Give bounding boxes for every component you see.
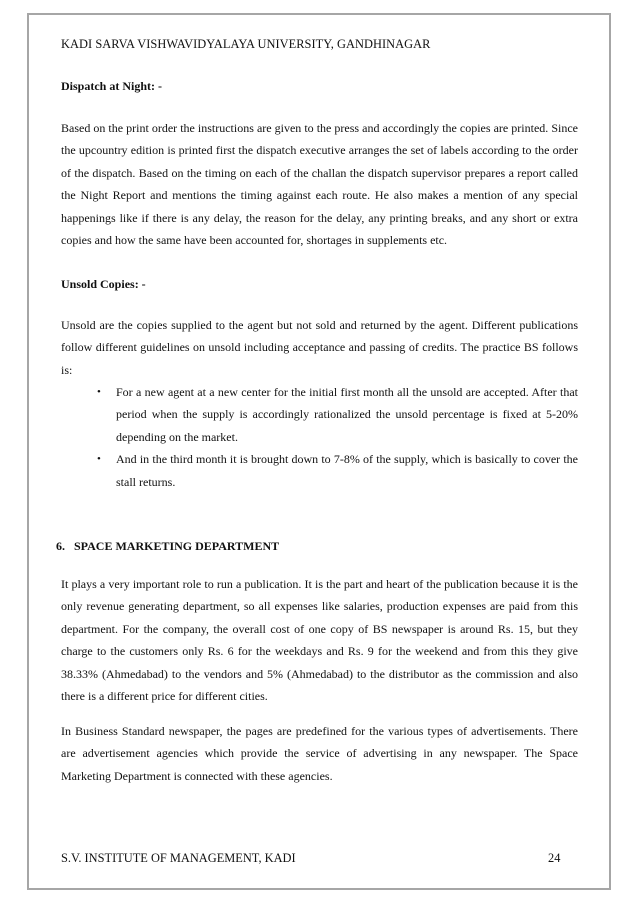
bullet-icon: • bbox=[97, 386, 101, 398]
bullet-item bbox=[61, 448, 578, 493]
bullet-icon: • bbox=[97, 453, 101, 466]
space-marketing-paragraph-1: It plays a very important role to run a publication. It is the part and heart of the publication because it is the only revenue generating department, so all expenses like salaries, production expenses are paid from this department. For the company, the overall cost of one copy of BS newspaper is around Rs. 15, but they charge to the customers only Rs. 6 for the weekdays and Rs. 9 for the weekend and from this they give 38.33% (Ahmedabad) to the vendors and 5% (Ahmedabad) to the distributor as the commission and also there is a different price for different cities. bbox=[61, 577, 578, 704]
space-marketing-heading bbox=[56, 539, 279, 554]
dispatch-paragraph: Based on the print order the instructions are given to the press and accordingly the copies are printed. Since the upcountry edition is printed first the dispatch executive arranges the set of labels according to the order of the dispatch. Based on the timing on each of the challan the dispatch supervisor prepares a report called the Night Report and mentions the timing against each route. He also makes a mention of any special happenings like if there is any delay, the reason for the delay, any printing breaks, and any short or extra copies and how the same have been accounted for, shortages in supplements etc. bbox=[61, 121, 578, 248]
section-title: SPACE MARKETING DEPARTMENT bbox=[74, 539, 280, 553]
page-number: 24 bbox=[548, 851, 561, 865]
bullet-item bbox=[61, 381, 578, 448]
dispatch-heading: Dispatch at Night: - bbox=[61, 79, 162, 93]
bullet-text: And in the third month it is brought down to 7-8% of the supply, which is basically to cover the stall returns. bbox=[116, 452, 578, 489]
unsold-heading: Unsold Copies: - bbox=[61, 277, 146, 291]
unsold-paragraph: Unsold are the copies supplied to the agent but not sold and returned by the agent. Different publications follow different guidelines on unsold including acceptance and passing of credits. The practice BS follows is: bbox=[61, 318, 578, 377]
footer-institute: S.V. INSTITUTE OF MANAGEMENT, KADI bbox=[61, 851, 296, 865]
unsold-bullet-list bbox=[61, 381, 578, 493]
section-number: 6. bbox=[56, 539, 65, 553]
page-header: KADI SARVA VISHWAVIDYALAYA UNIVERSITY, GANDHINAGAR bbox=[61, 37, 431, 51]
space-marketing-paragraph-2: In Business Standard newspaper, the pages are predefined for the various types of advertisements. There are advertisement agencies which provide the service of advertising in any newspaper. The Space Marketing Department is connected with these agencies. bbox=[61, 724, 578, 783]
bullet-text: For a new agent at a new center for the initial first month all the unsold are accepted. After that period when the supply is accordingly rationalized the unsold percentage is fixed at 5-20% depending on the market. bbox=[116, 385, 578, 444]
